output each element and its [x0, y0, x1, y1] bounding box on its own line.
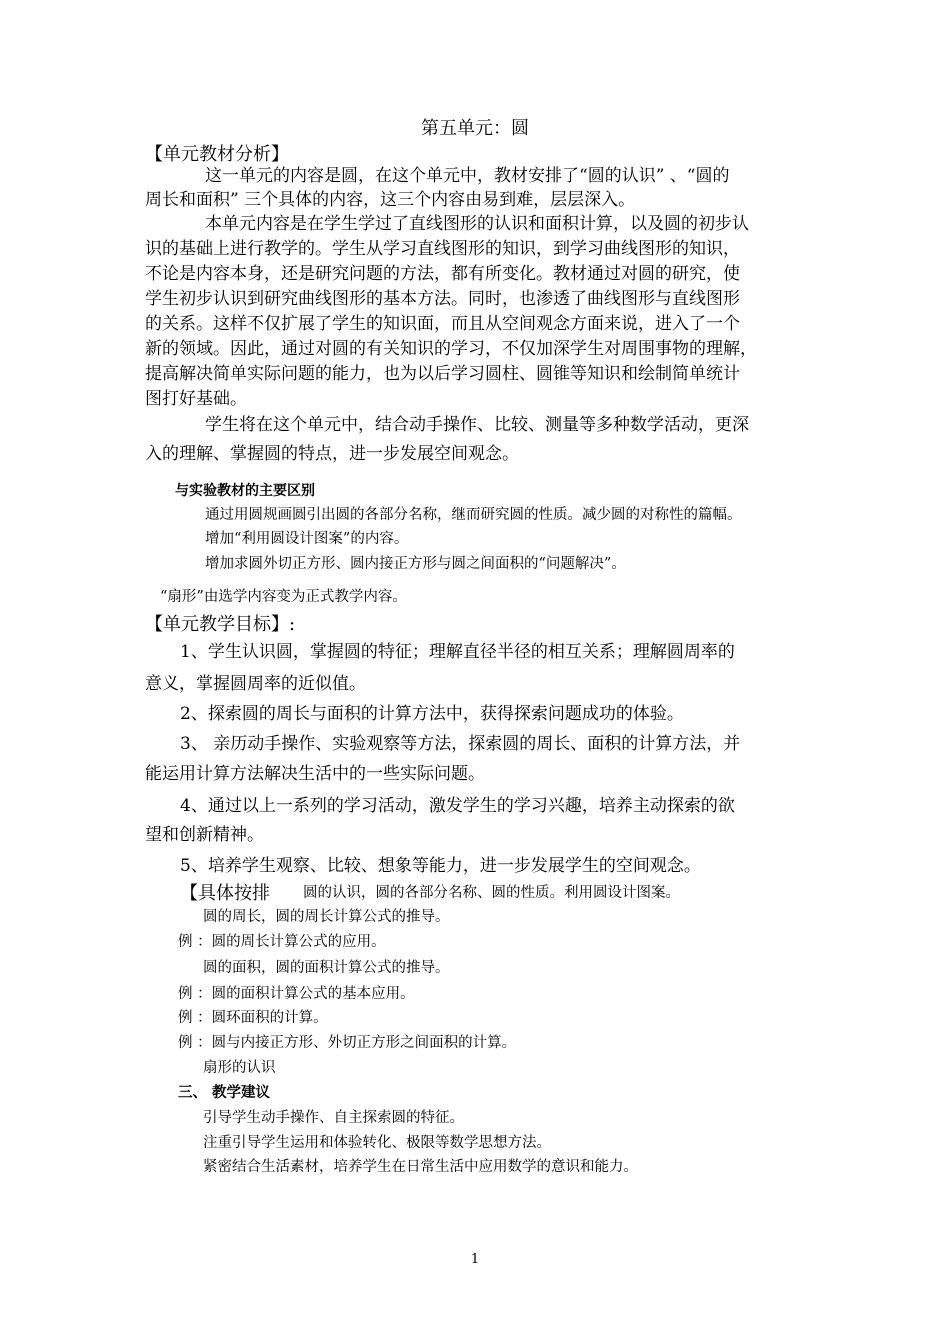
text-line: 图打好基础。 — [145, 389, 247, 409]
goal-line: 3、 亲历动手操作、实验观察等方法，探索圆的周长、面积的计算方法，并 — [180, 734, 741, 754]
text-line: 提高解决简单实际问题的能力，也为以后学习圆柱、圆锥等知识和绘制简单统计 — [145, 364, 740, 384]
goal-line: 意义，掌握圆周率的近似值。 — [145, 674, 366, 694]
schedule-item: 例 ：圆的周长计算公式的应用。 — [178, 934, 386, 950]
section-heading-suggestions: 三、 教学建议 — [178, 1085, 271, 1101]
schedule-item: 圆的面积，圆的面积计算公式的推导。 — [203, 960, 450, 976]
suggestion-item: 紧密结合生活素材，培养学生在日常生活中应用数学的意识和能力。 — [203, 1159, 638, 1175]
suggestion-item: 引导学生动手操作、自主探索圆的特征。 — [203, 1110, 464, 1126]
goal-line: 2、探索圆的周长与面积的计算方法中，获得探索问题成功的体验。 — [180, 704, 684, 724]
text-line: 不论是内容本身，还是研究问题的方法，都有所变化。教材通过对圆的研究，使 — [145, 264, 740, 284]
schedule-item: 例 ：圆与内接正方形、外切正方形之间面积的计算。 — [178, 1035, 517, 1051]
text-line: 周长和面积” 三个具体的内容，这三个内容由易到难，层层深入。 — [145, 190, 636, 210]
section-heading-schedule: 【具体按排 — [180, 883, 270, 904]
section-heading-analysis: 【单元教材分析】 — [145, 144, 289, 165]
section-heading-goals: 【单元教学目标】: — [145, 614, 296, 635]
text-line: 学生将在这个单元中，结合动手操作、比较、测量等多种数学活动，更深 — [205, 415, 749, 435]
goal-line: 能运用计算方法解决生活中的一些实际问题。 — [145, 764, 485, 784]
schedule-item: 扇形的认识 — [203, 1060, 276, 1076]
page-title: 第五单元：圆 — [421, 118, 529, 139]
schedule-item: 例 ：圆环面积的计算。 — [178, 1010, 328, 1026]
list-item: “扇形”由选学内容变为正式教学内容。 — [160, 589, 407, 605]
goal-line: 5、培养学生观察、比较、想象等能力，进一步发展学生的空间观念。 — [180, 856, 701, 876]
text-line: 学生初步认识到研究曲线图形的基本方法。同时，也渗透了曲线图形与直线图形 — [145, 289, 740, 309]
text-line: 本单元内容是在学生学过了直线图形的认识和面积计算，以及圆的初步认 — [205, 214, 749, 234]
text-line: 识的基础上进行教学的。学生从学习直线图形的知识，到学习曲线图形的知识， — [145, 239, 740, 259]
list-item: 增加“利用圆设计图案”的内容。 — [205, 531, 409, 547]
goal-line: 4、通过以上一系列的学习活动，激发学生的学习兴趣，培养主动探索的欲 — [180, 796, 735, 816]
suggestion-item: 注重引导学生运用和体验转化、极限等数学思想方法。 — [203, 1135, 551, 1151]
section-heading-differences: 与实验教材的主要区别 — [175, 483, 315, 499]
list-item: 通过用圆规画圆引出圆的各部分名称，继而研究圆的性质。减少圆的对称性的篇幅。 — [205, 507, 742, 523]
goal-line: 1、学生认识圆，掌握圆的特征；理解直径半径的相互关系；理解圆周率的 — [180, 642, 735, 662]
list-item: 增加求圆外切正方形、圆内接正方形与圆之间面积的“问题解决”。 — [205, 556, 626, 572]
text-line: 的关系。这样不仅扩展了学生的知识面，而且从空间观念方面来说，进入了一个 — [145, 314, 740, 334]
goal-line: 望和创新精神。 — [145, 825, 264, 845]
text-line: 入的理解、掌握圆的特点，进一步发展空间观念。 — [145, 444, 519, 464]
schedule-item: 例 ：圆的面积计算公式的基本应用。 — [178, 986, 415, 1002]
text-line: 这一单元的内容是圆，在这个单元中，教材安排了“圆的认识” 、“圆的 — [205, 166, 730, 186]
schedule-item: 圆的周长，圆的周长计算公式的推导。 — [203, 909, 450, 925]
schedule-item: 圆的认识，圆的各部分名称、圆的性质。利用圆设计图案。 — [303, 885, 680, 901]
text-line: 新的领域。因此，通过对圆的有关知识的学习，不仅加深学生对周围事物的理解， — [145, 339, 757, 359]
page-number: 1 — [470, 1252, 480, 1267]
